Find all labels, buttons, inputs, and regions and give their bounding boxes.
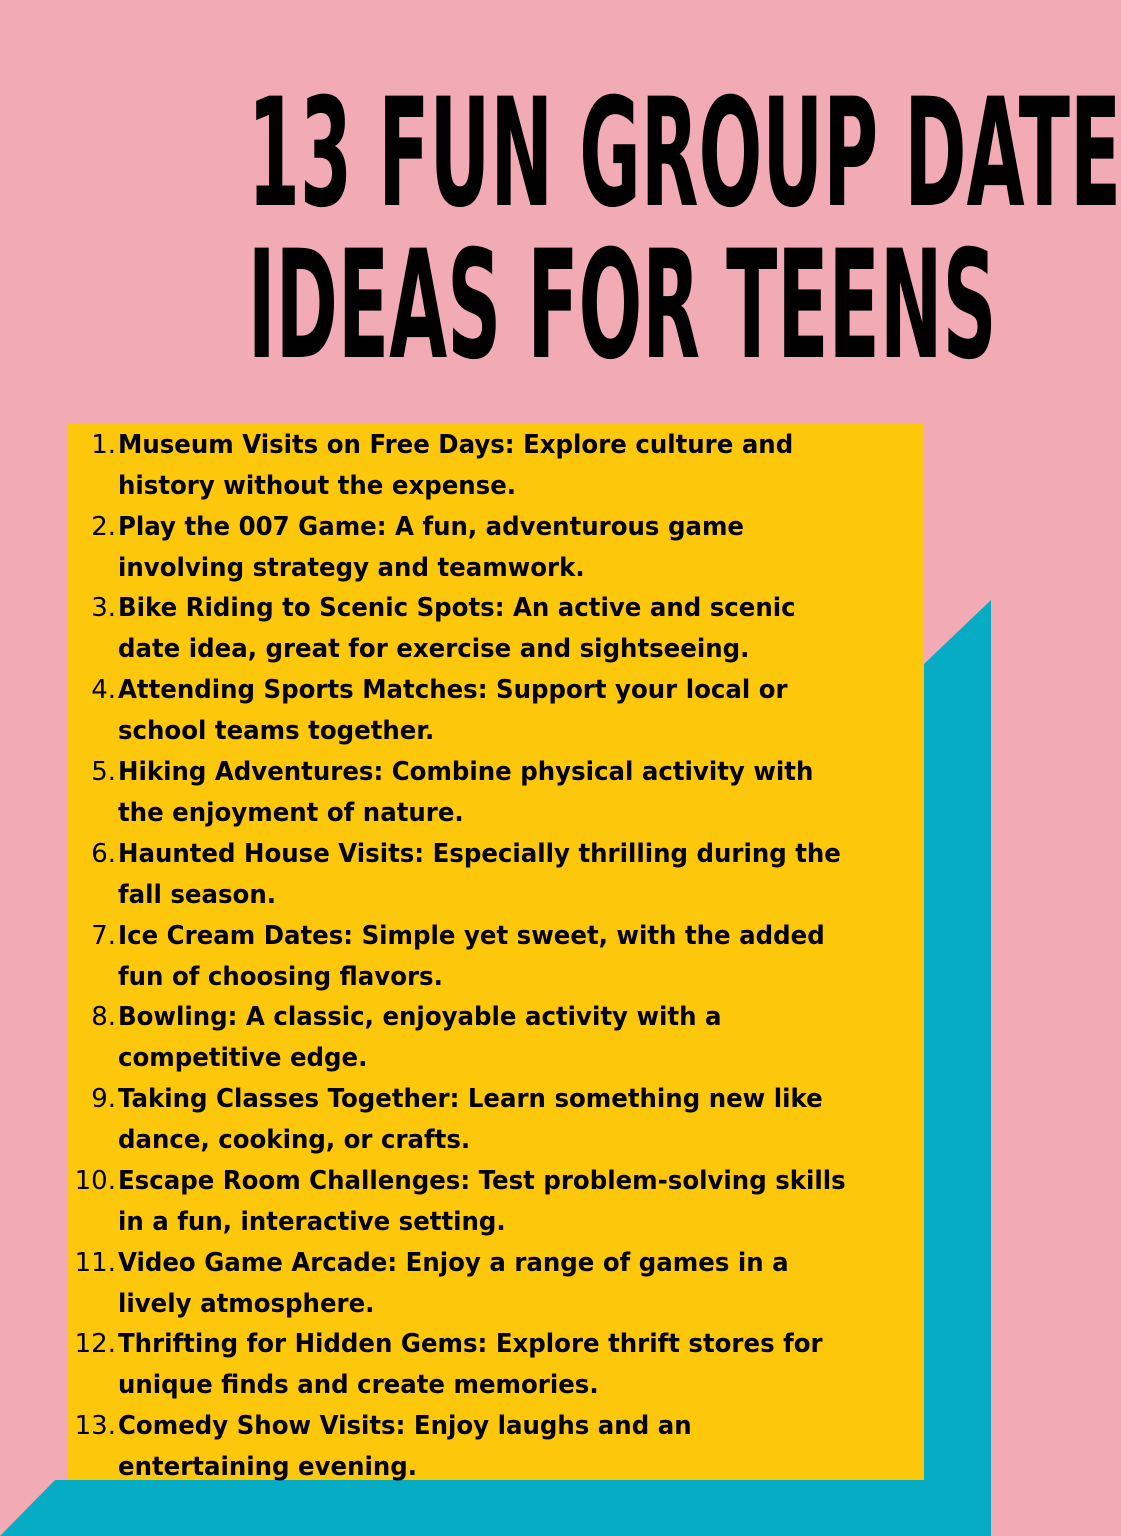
item-text: [118, 1079, 918, 1161]
item-text: [118, 588, 918, 670]
item-line: Comedy Show Visits: Enjoy laughs and an: [118, 1411, 692, 1441]
item-text: [118, 916, 918, 998]
item-line: Escape Room Challenges: Test problem-solving skills: [118, 1166, 846, 1196]
item-text: [118, 507, 918, 589]
item-text: [118, 425, 918, 507]
list-item: [67, 1406, 924, 1488]
item-text: [118, 1243, 918, 1325]
list-item: [67, 1079, 924, 1161]
title-line-2: IDEAS FOR TEENS: [247, 219, 997, 393]
item-number: 4.: [91, 675, 116, 705]
item-number: 7.: [91, 921, 116, 951]
list-item: [67, 1324, 924, 1406]
list-item: [67, 752, 924, 834]
item-line: Play the 007 Game: A fun, adventurous game: [118, 512, 744, 542]
item-number: 5.: [91, 757, 116, 787]
list-item: [67, 1243, 924, 1325]
item-number: 2.: [91, 512, 116, 542]
item-line: dance, cooking, or crafts.: [118, 1125, 471, 1155]
ideas-panel: [67, 423, 924, 1480]
list-item: [67, 670, 924, 752]
item-line: in a fun, interactive setting.: [118, 1207, 506, 1237]
list-item: [67, 1161, 924, 1243]
item-line: competitive edge.: [118, 1043, 368, 1073]
item-line: entertaining evening.: [118, 1452, 418, 1482]
item-number: 11.: [74, 1248, 116, 1278]
item-number: 9.: [91, 1084, 116, 1114]
item-line: history without the expense.: [118, 471, 517, 501]
item-number: 12.: [74, 1329, 116, 1359]
item-line: lively atmosphere.: [118, 1289, 375, 1319]
list-item: [67, 425, 924, 507]
item-number: 8.: [91, 1002, 116, 1032]
item-line: Bike Riding to Scenic Spots: An active and scenic: [118, 593, 796, 623]
item-line: Attending Sports Matches: Support your local or: [118, 675, 788, 705]
item-line: fun of choosing flavors.: [118, 962, 443, 992]
list-item: [67, 916, 924, 998]
item-text: [118, 670, 918, 752]
item-line: the enjoyment of nature.: [118, 798, 464, 828]
item-text: [118, 1324, 918, 1406]
item-number: 10.: [74, 1166, 116, 1196]
item-text: [118, 834, 918, 916]
item-text: [118, 997, 918, 1079]
item-line: date idea, great for exercise and sightseeing.: [118, 634, 750, 664]
item-text: [118, 752, 918, 834]
item-line: Thrifting for Hidden Gems: Explore thrift stores for: [118, 1329, 823, 1359]
title-line-1: 13 FUN GROUP DATE: [247, 67, 1121, 241]
page-title: [0, 67, 1121, 393]
item-number: 6.: [91, 839, 116, 869]
list-item: [67, 507, 924, 589]
item-line: Bowling: A classic, enjoyable activity with a: [118, 1002, 722, 1032]
item-line: fall season.: [118, 880, 277, 910]
item-line: involving strategy and teamwork.: [118, 553, 585, 583]
item-line: school teams together.: [118, 716, 435, 746]
list-item: [67, 834, 924, 916]
item-line: Museum Visits on Free Days: Explore culture and: [118, 430, 794, 460]
list-item: [67, 588, 924, 670]
item-line: Haunted House Visits: Especially thrilling during the: [118, 839, 841, 869]
item-number: 3.: [91, 593, 116, 623]
item-line: Ice Cream Dates: Simple yet sweet, with the added: [118, 921, 825, 951]
item-number: 13.: [74, 1411, 116, 1441]
item-text: [118, 1406, 918, 1488]
item-line: Taking Classes Together: Learn something new like: [118, 1084, 823, 1114]
item-line: Hiking Adventures: Combine physical activity with: [118, 757, 814, 787]
item-number: 1.: [91, 430, 116, 460]
item-line: Video Game Arcade: Enjoy a range of games in a: [118, 1248, 789, 1278]
item-text: [118, 1161, 918, 1243]
item-line: unique finds and create memories.: [118, 1370, 599, 1400]
list-item: [67, 997, 924, 1079]
